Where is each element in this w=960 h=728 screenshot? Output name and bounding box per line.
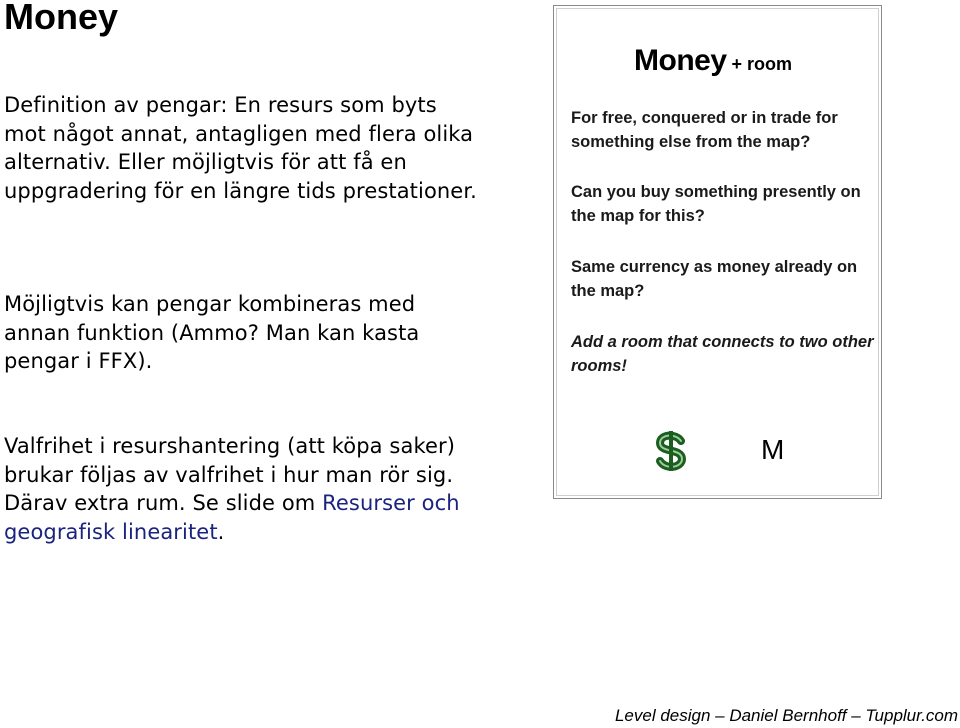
card-title-suffix: + room <box>726 54 793 74</box>
card-item-3: Same currency as money already on the map? <box>571 258 858 300</box>
card-title <box>634 44 792 78</box>
card-title-main: Money <box>634 44 727 77</box>
slide-title: Money <box>4 0 119 37</box>
footer-credit: Level design – Daniel Bernhoff – Tupplur.com <box>614 706 958 725</box>
resources-slide-link[interactable]: Resurser och geografisk linearitet <box>4 491 460 544</box>
choice-paragraph-end: . <box>217 519 225 544</box>
dollar-sign-icon <box>652 430 690 472</box>
money-room-card <box>553 5 882 499</box>
definition-paragraph: Definition av pengar: En resurs som byts mot något annat, antagligen med flera olika alternativ. Eller möjligtvis för att få en uppgradering för en längre tids prestationer. <box>4 93 477 203</box>
choice-paragraph <box>4 432 484 546</box>
money-symbol-label: M <box>761 434 785 465</box>
ammo-paragraph: Möjligtvis kan pengar kombineras med annan funktion (Ammo? Man kan kasta pengar i FFX). <box>4 292 420 373</box>
card-item-1: For free, conquered or in trade for something else from the map? <box>571 109 838 151</box>
card-item-2: Can you buy something presently on the map for this? <box>571 183 861 225</box>
card-item-4: Add a room that connects to two other rooms! <box>571 333 874 375</box>
choice-paragraph-text: Valfrihet i resurshantering (att köpa saker) brukar följas av valfrihet i hur man rör sig. Därav extra rum. Se slide om <box>4 434 455 515</box>
